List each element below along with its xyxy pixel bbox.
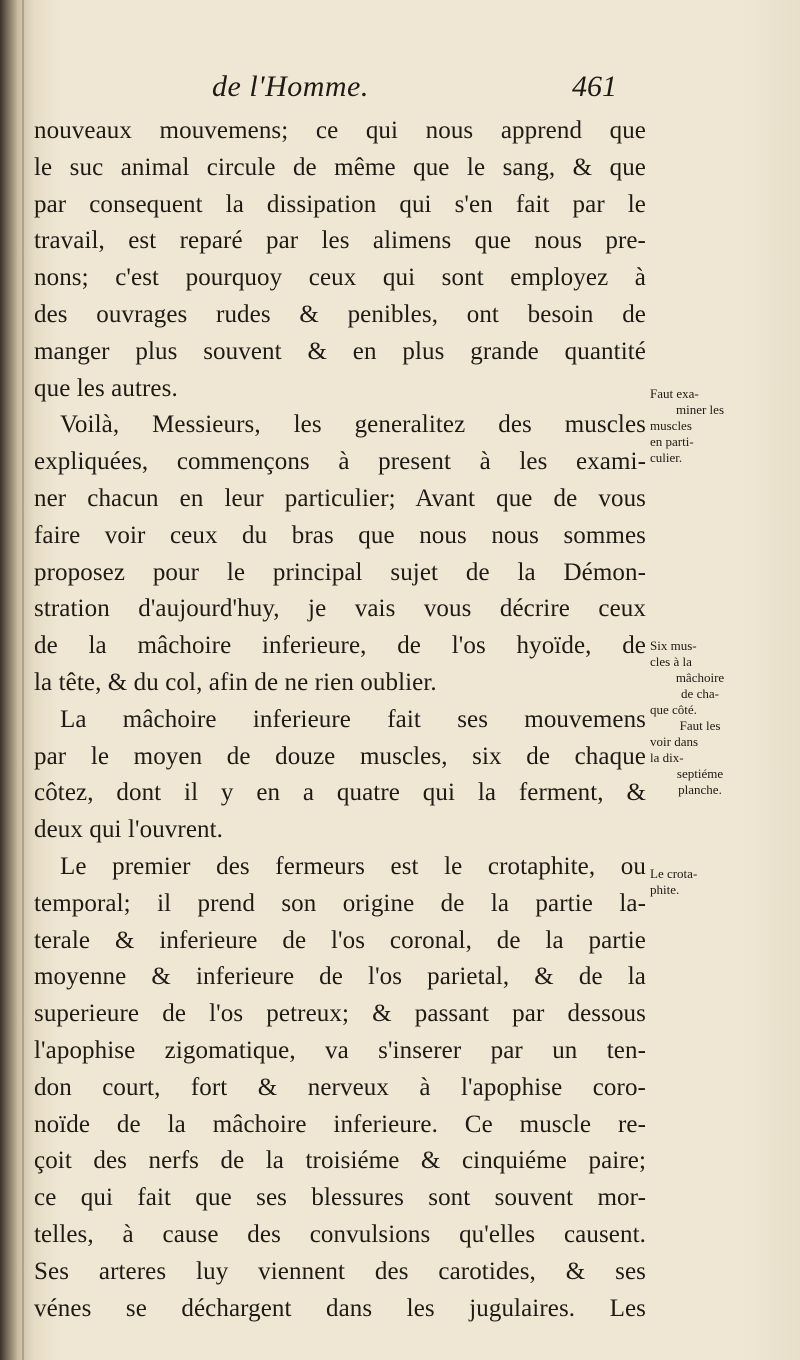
margin-note-line: de cha- — [681, 686, 719, 701]
text-line: le suc animal circule de même que le sang, & que — [34, 153, 646, 181]
margin-note — [650, 638, 750, 798]
text-line: deux qui l'ouvrent. — [34, 816, 224, 844]
text-line: Voilà, Messieurs, les generalitez des muscles — [60, 411, 646, 439]
page-header — [0, 70, 800, 110]
margin-note-line: phite. — [650, 882, 680, 897]
margin-note-line: miner les — [675, 402, 724, 417]
running-title: de l'Homme. — [212, 70, 369, 103]
page-gutter-shadow — [22, 0, 24, 1360]
text-line: que les autres. — [34, 374, 178, 402]
margin-note-line: muscles — [650, 418, 692, 433]
text-line: nons; c'est pourquoy ceux qui sont employez à — [34, 264, 646, 292]
margin-note-line: Faut exa- — [650, 386, 699, 401]
margin-note-line: la dix- — [650, 750, 684, 765]
margin-note-line: que côté. — [650, 702, 697, 717]
text-line: çoit des nerfs de la troisiéme & cinquiéme paire; — [34, 1147, 646, 1175]
text-line: travail, est reparé par les alimens que nous pre- — [34, 227, 646, 255]
margin-note — [650, 866, 750, 898]
text-line: noïde de la mâchoire inferieure. Ce muscle re- — [34, 1110, 646, 1138]
margin-note-line: Le crota- — [650, 866, 698, 881]
margin-note-line: planche. — [678, 782, 722, 797]
text-line: la tête, & du col, afin de ne rien oublier. — [34, 668, 437, 696]
text-line: moyenne & inferieure de l'os parietal, & de la — [34, 963, 646, 991]
text-line: par consequent la dissipation qui s'en fait par le — [34, 190, 646, 218]
margin-note-line: cles à la — [650, 654, 692, 669]
text-line: de la mâchoire inferieure, de l'os hyoïde, de — [34, 632, 646, 660]
page-number: 461 — [572, 70, 617, 103]
text-line: Le premier des fermeurs est le crotaphite, ou — [60, 852, 646, 880]
margin-note-line: voir dans — [650, 734, 699, 749]
text-line: stration d'aujourd'huy, je vais vous décrire ceux — [34, 595, 646, 623]
margin-note-line: mâchoire — [675, 670, 725, 685]
main-text-block — [34, 113, 646, 1327]
text-line: manger plus souvent & en plus grande quantité — [34, 337, 646, 365]
text-line: don court, fort & nerveux à l'apophise coro- — [34, 1073, 646, 1101]
text-line: l'apophise zigomatique, va s'inserer par un ten- — [34, 1036, 646, 1064]
text-line: par le moyen de douze muscles, six de chaque — [34, 742, 646, 770]
margin-note-line: en parti- — [650, 434, 694, 449]
text-line: expliquées, commençons à present à les exami- — [34, 448, 646, 476]
text-line: vénes se déchargent dans les jugulaires. Les — [34, 1294, 646, 1322]
margin-note-line: culier. — [650, 450, 683, 465]
text-line: terale & inferieure de l'os coronal, de la partie — [34, 926, 646, 954]
text-line: ner chacun en leur particulier; Avant que de vous — [34, 484, 646, 512]
text-line: faire voir ceux du bras que nous nous sommes — [34, 521, 646, 549]
margin-note-line: septiéme — [676, 766, 724, 781]
text-line: temporal; il prend son origine de la partie la- — [34, 889, 646, 917]
text-line: nouveaux mouvemens; ce qui nous apprend que — [34, 117, 646, 144]
margin-note-line: Faut les — [679, 718, 721, 733]
text-line: superieure de l'os petreux; & passant par dessous — [34, 1000, 646, 1028]
margin-note-line: Six mus- — [650, 638, 697, 653]
text-line: La mâchoire inferieure fait ses mouvemens — [60, 705, 646, 733]
text-line: ce qui fait que ses blessures sont souvent mor- — [34, 1184, 646, 1212]
margin-note — [650, 386, 750, 466]
text-line: proposez pour le principal sujet de la Démon- — [34, 558, 646, 586]
text-line: Ses arteres luy viennent des carotides, & ses — [34, 1257, 646, 1285]
text-line: telles, à cause des convulsions qu'elles causent. — [34, 1220, 646, 1248]
text-line: côtez, dont il y en a quatre qui la ferment, & — [34, 779, 646, 807]
text-line: des ouvrages rudes & penibles, ont besoin de — [34, 300, 646, 328]
